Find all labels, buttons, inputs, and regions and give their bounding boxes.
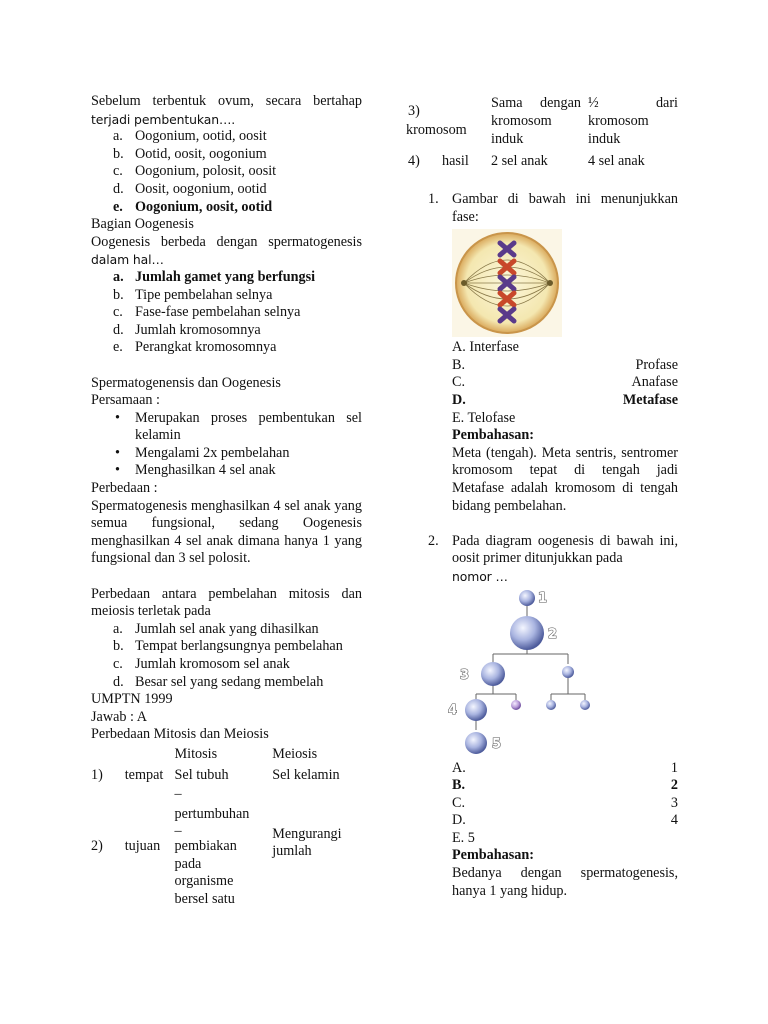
option-list — [91, 269, 362, 357]
bullet-icon: • — [115, 462, 120, 479]
option-mark: c. — [113, 656, 123, 672]
left-column — [91, 93, 362, 909]
option-b-correct — [406, 777, 678, 795]
question-1 — [406, 191, 678, 226]
question-number: 1. — [428, 191, 439, 207]
bullet-icon: • — [115, 409, 120, 426]
question-text: Pada diagram oogenesis di bawah ini, oosit primer ditunjukkan pada — [452, 532, 678, 567]
table-continuation — [406, 93, 678, 153]
option-c — [406, 374, 678, 392]
option-mark: a. — [113, 128, 123, 145]
persamaan-list — [91, 410, 362, 480]
cell-line: pembiakan — [174, 838, 237, 855]
option-item — [91, 339, 362, 357]
question-text: terjadi pembentukan…. — [91, 111, 236, 127]
table-cell: 3) — [408, 103, 420, 119]
table-cell — [175, 784, 273, 908]
option-text: Tipe pembelahan selnya — [135, 286, 273, 303]
option-list — [91, 621, 362, 691]
question-number: 2. — [428, 532, 439, 549]
option-mark: D. — [452, 812, 466, 829]
option-text: Jumlah kromosomnya — [135, 321, 261, 338]
diagram-label-5: 5 — [492, 736, 502, 752]
table-cell: Sama — [491, 95, 523, 111]
table-continuation-row — [406, 153, 678, 175]
option-a — [406, 760, 678, 778]
option-mark: b. — [113, 145, 124, 162]
centrosome-left — [461, 280, 467, 286]
list-item-text: Menghasilkan 4 sel anak — [135, 462, 276, 479]
option-a: A. Interfase — [452, 339, 519, 356]
perbedaan-text: Spermatogenesis menghasilkan 4 sel anak yang semua fungsional, sedang Oogenesis menghasilkan 4 sel anak dimana hanya 1 yang fungsional dan 3 sel polosit. — [91, 497, 362, 567]
question-text: nomor … — [452, 568, 508, 584]
option-e: E. Telofase — [452, 409, 516, 426]
option-mark: a. — [113, 268, 124, 285]
diagram-label-2: 2 — [548, 626, 558, 642]
table-row — [91, 764, 362, 785]
option-mark: B. — [452, 356, 466, 373]
option-text: Profase — [635, 356, 678, 373]
cell-line: – — [174, 823, 182, 840]
section-heading: Spermatogenensis dan Oogenesis — [91, 374, 281, 391]
option-d — [406, 812, 678, 830]
option-text: Besar sel yang sedang membelah — [135, 673, 324, 690]
primary-oocyte-cell — [510, 616, 544, 650]
option-mark: C. — [452, 794, 466, 811]
option-item — [91, 638, 362, 656]
section-heading: Bagian Oogenesis — [91, 216, 194, 233]
table-cell: induk — [491, 131, 524, 147]
option-mark: b. — [113, 286, 124, 303]
option-text: Tempat berlangsungnya pembelahan — [135, 638, 343, 655]
table-header: Mitosis — [174, 745, 218, 762]
option-mark: e. — [113, 339, 123, 356]
option-text: 4 — [670, 812, 678, 829]
pembahasan-label: Pembahasan: — [452, 847, 534, 864]
table-cell: dari — [655, 95, 678, 111]
table-cell: kromosom — [406, 122, 467, 138]
table-cell: 2 sel anak — [491, 153, 548, 169]
question-text: Perbedaan antara pembelahan mitosis dan meiosis terletak pada — [91, 585, 362, 620]
table-cell: 4) — [408, 153, 420, 169]
option-text: Oogonium, oosit, ootid — [135, 198, 273, 215]
option-text: Oogonium, ootid, oosit — [135, 128, 267, 145]
option-item — [91, 146, 362, 164]
option-item — [91, 163, 362, 181]
option-item — [91, 181, 362, 199]
option-text: Fase-fase pembelahan selnya — [135, 304, 301, 321]
table-cell: 1) — [91, 766, 103, 783]
option-mark: B. — [452, 777, 466, 794]
diagram-label-4: 4 — [448, 702, 458, 718]
option-mark: b. — [113, 638, 124, 655]
table-cell: 2) — [91, 837, 103, 854]
cell-line: – — [174, 786, 182, 803]
option-text: Oosit, oogonium, ootid — [135, 180, 267, 197]
polar-body-cell — [511, 700, 521, 710]
option-text: Jumlah kromosom sel anak — [135, 656, 290, 672]
list-item — [91, 410, 362, 445]
oogenesis-diagram — [406, 588, 678, 760]
metaphase-figure — [406, 229, 678, 339]
perbedaan-label: Perbedaan : — [91, 480, 158, 497]
explanation-text: Bedanya dengan spermatogenesis, hanya 1 yang hidup. — [452, 865, 678, 899]
table-cell: Sel tubuh — [174, 766, 229, 783]
metaphase-cell-illustration — [452, 229, 562, 337]
pembahasan-label: Pembahasan: — [452, 427, 534, 444]
option-text: Perangkat kromosomnya — [135, 339, 277, 356]
option-item — [91, 304, 362, 322]
option-mark: a. — [113, 620, 123, 637]
table-cell: induk — [588, 131, 621, 147]
oogenesis-diagram-illustration — [448, 588, 602, 760]
source-label: UMPTN 1999 — [91, 691, 173, 708]
option-item — [91, 322, 362, 340]
option-mark: A. — [452, 759, 466, 776]
cell-line: pada — [174, 855, 202, 872]
polar-body-cell — [580, 700, 590, 710]
option-item — [91, 656, 362, 674]
option-mark: C. — [452, 374, 466, 391]
table-cell: tujuan — [124, 837, 161, 854]
option-mark: d. — [113, 673, 124, 690]
option-text: 2 — [670, 777, 678, 794]
diagram-label-3: 3 — [460, 667, 470, 683]
option-c — [406, 795, 678, 813]
table-cell: kromosom — [588, 113, 649, 129]
option-list — [91, 128, 362, 216]
explanation-text: Meta (tengah). Meta sentris, sentromer kromosom tepat di tengah jadi Metafase adalah kromosom di tengah bidang pembelahan. — [452, 444, 678, 514]
question-text: Sebelum terbentuk ovum, secara bertahap — [91, 93, 362, 109]
option-item-correct — [91, 199, 362, 217]
option-mark: c. — [113, 163, 123, 180]
option-item — [91, 128, 362, 146]
table-cell: ½ — [588, 95, 599, 111]
option-text: Anafase — [631, 374, 678, 391]
option-text: Jumlah sel anak yang dihasilkan — [135, 620, 319, 637]
ovum-cell — [465, 732, 487, 754]
table-row — [91, 784, 362, 908]
question-2 — [406, 533, 678, 568]
option-e: E. 5 — [452, 829, 475, 846]
option-b — [406, 357, 678, 375]
persamaan-label: Persamaan : — [91, 392, 160, 409]
table-header-row — [91, 746, 362, 764]
option-text: Metafase — [622, 391, 678, 408]
option-text: Jumlah gamet yang berfungsi — [135, 268, 316, 285]
option-mark: e. — [113, 198, 123, 215]
table-cell: Sel kelamin — [272, 766, 340, 783]
option-item — [91, 674, 362, 692]
table-title: Perbedaan Mitosis dan Meiosis — [91, 726, 269, 743]
answer-label: Jawab : A — [91, 708, 147, 725]
list-item-text: Merupakan proses pembentukan sel kelamin — [135, 409, 362, 444]
option-mark: d. — [113, 180, 124, 197]
list-item — [91, 462, 362, 480]
option-d-correct — [406, 392, 678, 410]
option-item-correct — [91, 269, 362, 287]
question-text: Gambar di bawah ini menunjukkan fase: — [452, 191, 678, 225]
cell-line: pertumbuhan — [174, 806, 250, 823]
centrosome-right — [547, 280, 553, 286]
polar-body-cell — [546, 700, 556, 710]
bullet-icon: • — [115, 444, 120, 461]
comparison-table — [91, 746, 362, 909]
option-text: Oogonium, polosit, oosit — [135, 163, 277, 180]
table-cell: kromosom — [491, 113, 552, 129]
right-column — [406, 93, 678, 900]
table-cell: 4 sel anak — [588, 153, 645, 169]
cell-line: bersel satu — [174, 890, 235, 907]
table-cell: dengan — [540, 95, 581, 111]
question-text: dalam hal… — [91, 252, 164, 268]
cell-line: jumlah — [272, 843, 312, 860]
option-item — [91, 621, 362, 639]
cell-line: Mengurangi — [272, 825, 342, 842]
table-cell: tempat — [124, 766, 164, 783]
option-text: 1 — [670, 759, 678, 776]
table-cell: hasil — [442, 153, 469, 169]
table-cell — [272, 784, 362, 908]
diagram-label-1: 1 — [538, 590, 548, 606]
question-text: Oogenesis berbeda dengan spermatogenesis — [91, 233, 362, 250]
oogonium-cell — [519, 590, 535, 606]
option-text: Ootid, oosit, oogonium — [135, 145, 267, 162]
table-header: Meiosis — [272, 745, 318, 762]
cell-line: organisme — [174, 873, 234, 890]
option-mark: c. — [113, 304, 123, 321]
option-text: 3 — [670, 794, 678, 811]
ootid-cell — [465, 699, 487, 721]
list-item-text: Mengalami 2x pembelahan — [135, 444, 290, 461]
option-mark: D. — [452, 391, 466, 408]
secondary-oocyte-cell — [481, 662, 505, 686]
polar-body-cell — [562, 666, 574, 678]
option-item — [91, 287, 362, 305]
list-item — [91, 445, 362, 463]
option-mark: d. — [113, 321, 124, 338]
